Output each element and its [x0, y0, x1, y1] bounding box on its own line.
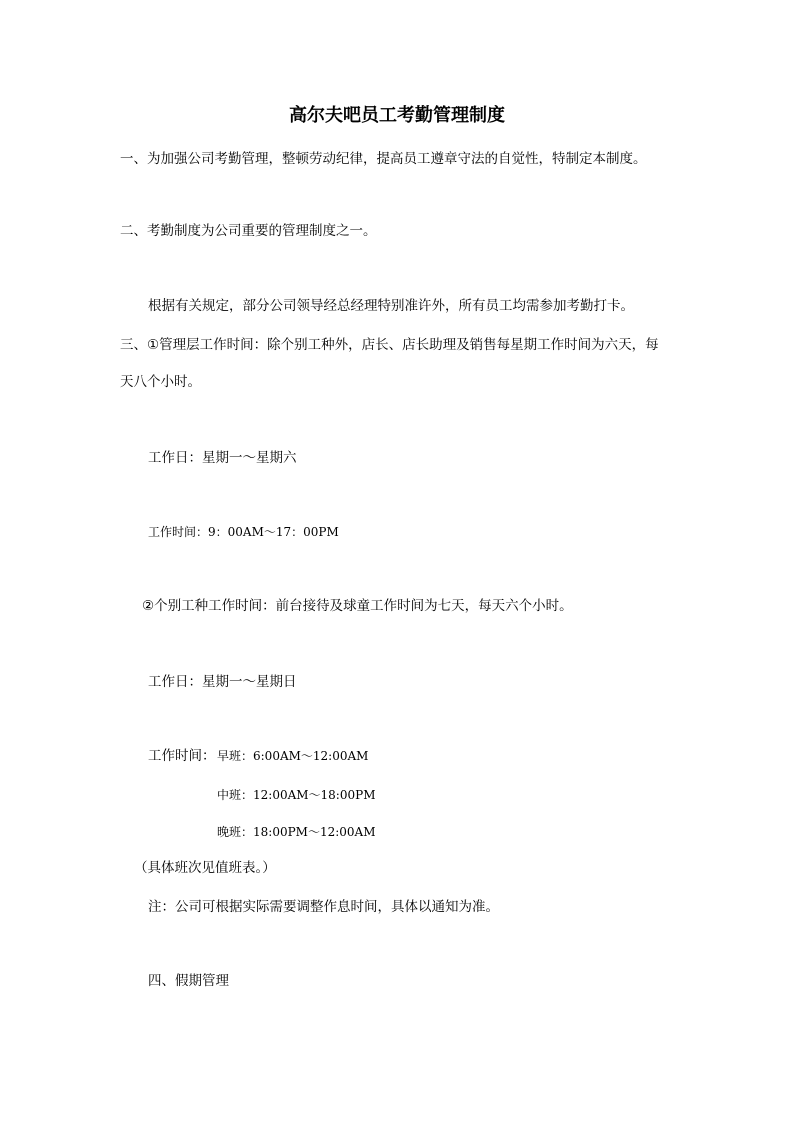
- special-roles-work-time: ②个别工种工作时间：前台接待及球童工作时间为七天，每天六个小时。: [142, 598, 573, 614]
- paragraph-section-2: 二、考勤制度为公司重要的管理制度之一。: [120, 223, 377, 239]
- special-roles-workdays: 工作日：星期一～星期日: [148, 674, 297, 690]
- shift-schedule-note: （具体班次见值班表。）: [134, 860, 276, 876]
- adjustment-note: 注：公司可根据实际需要调整作息时间，具体以通知为准。: [148, 899, 499, 915]
- shift-hours-label: 工作时间：: [148, 748, 216, 764]
- paragraph-section-3-line2: 天八个小时。: [120, 374, 201, 390]
- management-work-hours: 工作时间：9：00AM～17：00PM: [148, 525, 339, 539]
- document-title: 高尔夫吧员工考勤管理制度: [289, 105, 505, 126]
- shift-evening: 晚班：18:00PM～12:00AM: [217, 825, 376, 839]
- paragraph-attendance-rule: 根据有关规定，部分公司领导经总经理特别准许外，所有员工均需参加考勤打卡。: [148, 298, 634, 314]
- management-workdays: 工作日：星期一～星期六: [148, 450, 297, 466]
- shift-morning: 早班：6:00AM～12:00AM: [217, 749, 369, 763]
- paragraph-section-1: 一、为加强公司考勤管理，整顿劳动纪律，提高员工遵章守法的自觉性，特制定本制度。: [120, 151, 647, 167]
- shift-middle: 中班：12:00AM～18:00PM: [217, 788, 376, 802]
- section-4-heading: 四、假期管理: [148, 973, 229, 989]
- paragraph-section-3-line1: 三、①管理层工作时间：除个别工种外，店长、店长助理及销售每星期工作时间为六天，每: [120, 337, 659, 353]
